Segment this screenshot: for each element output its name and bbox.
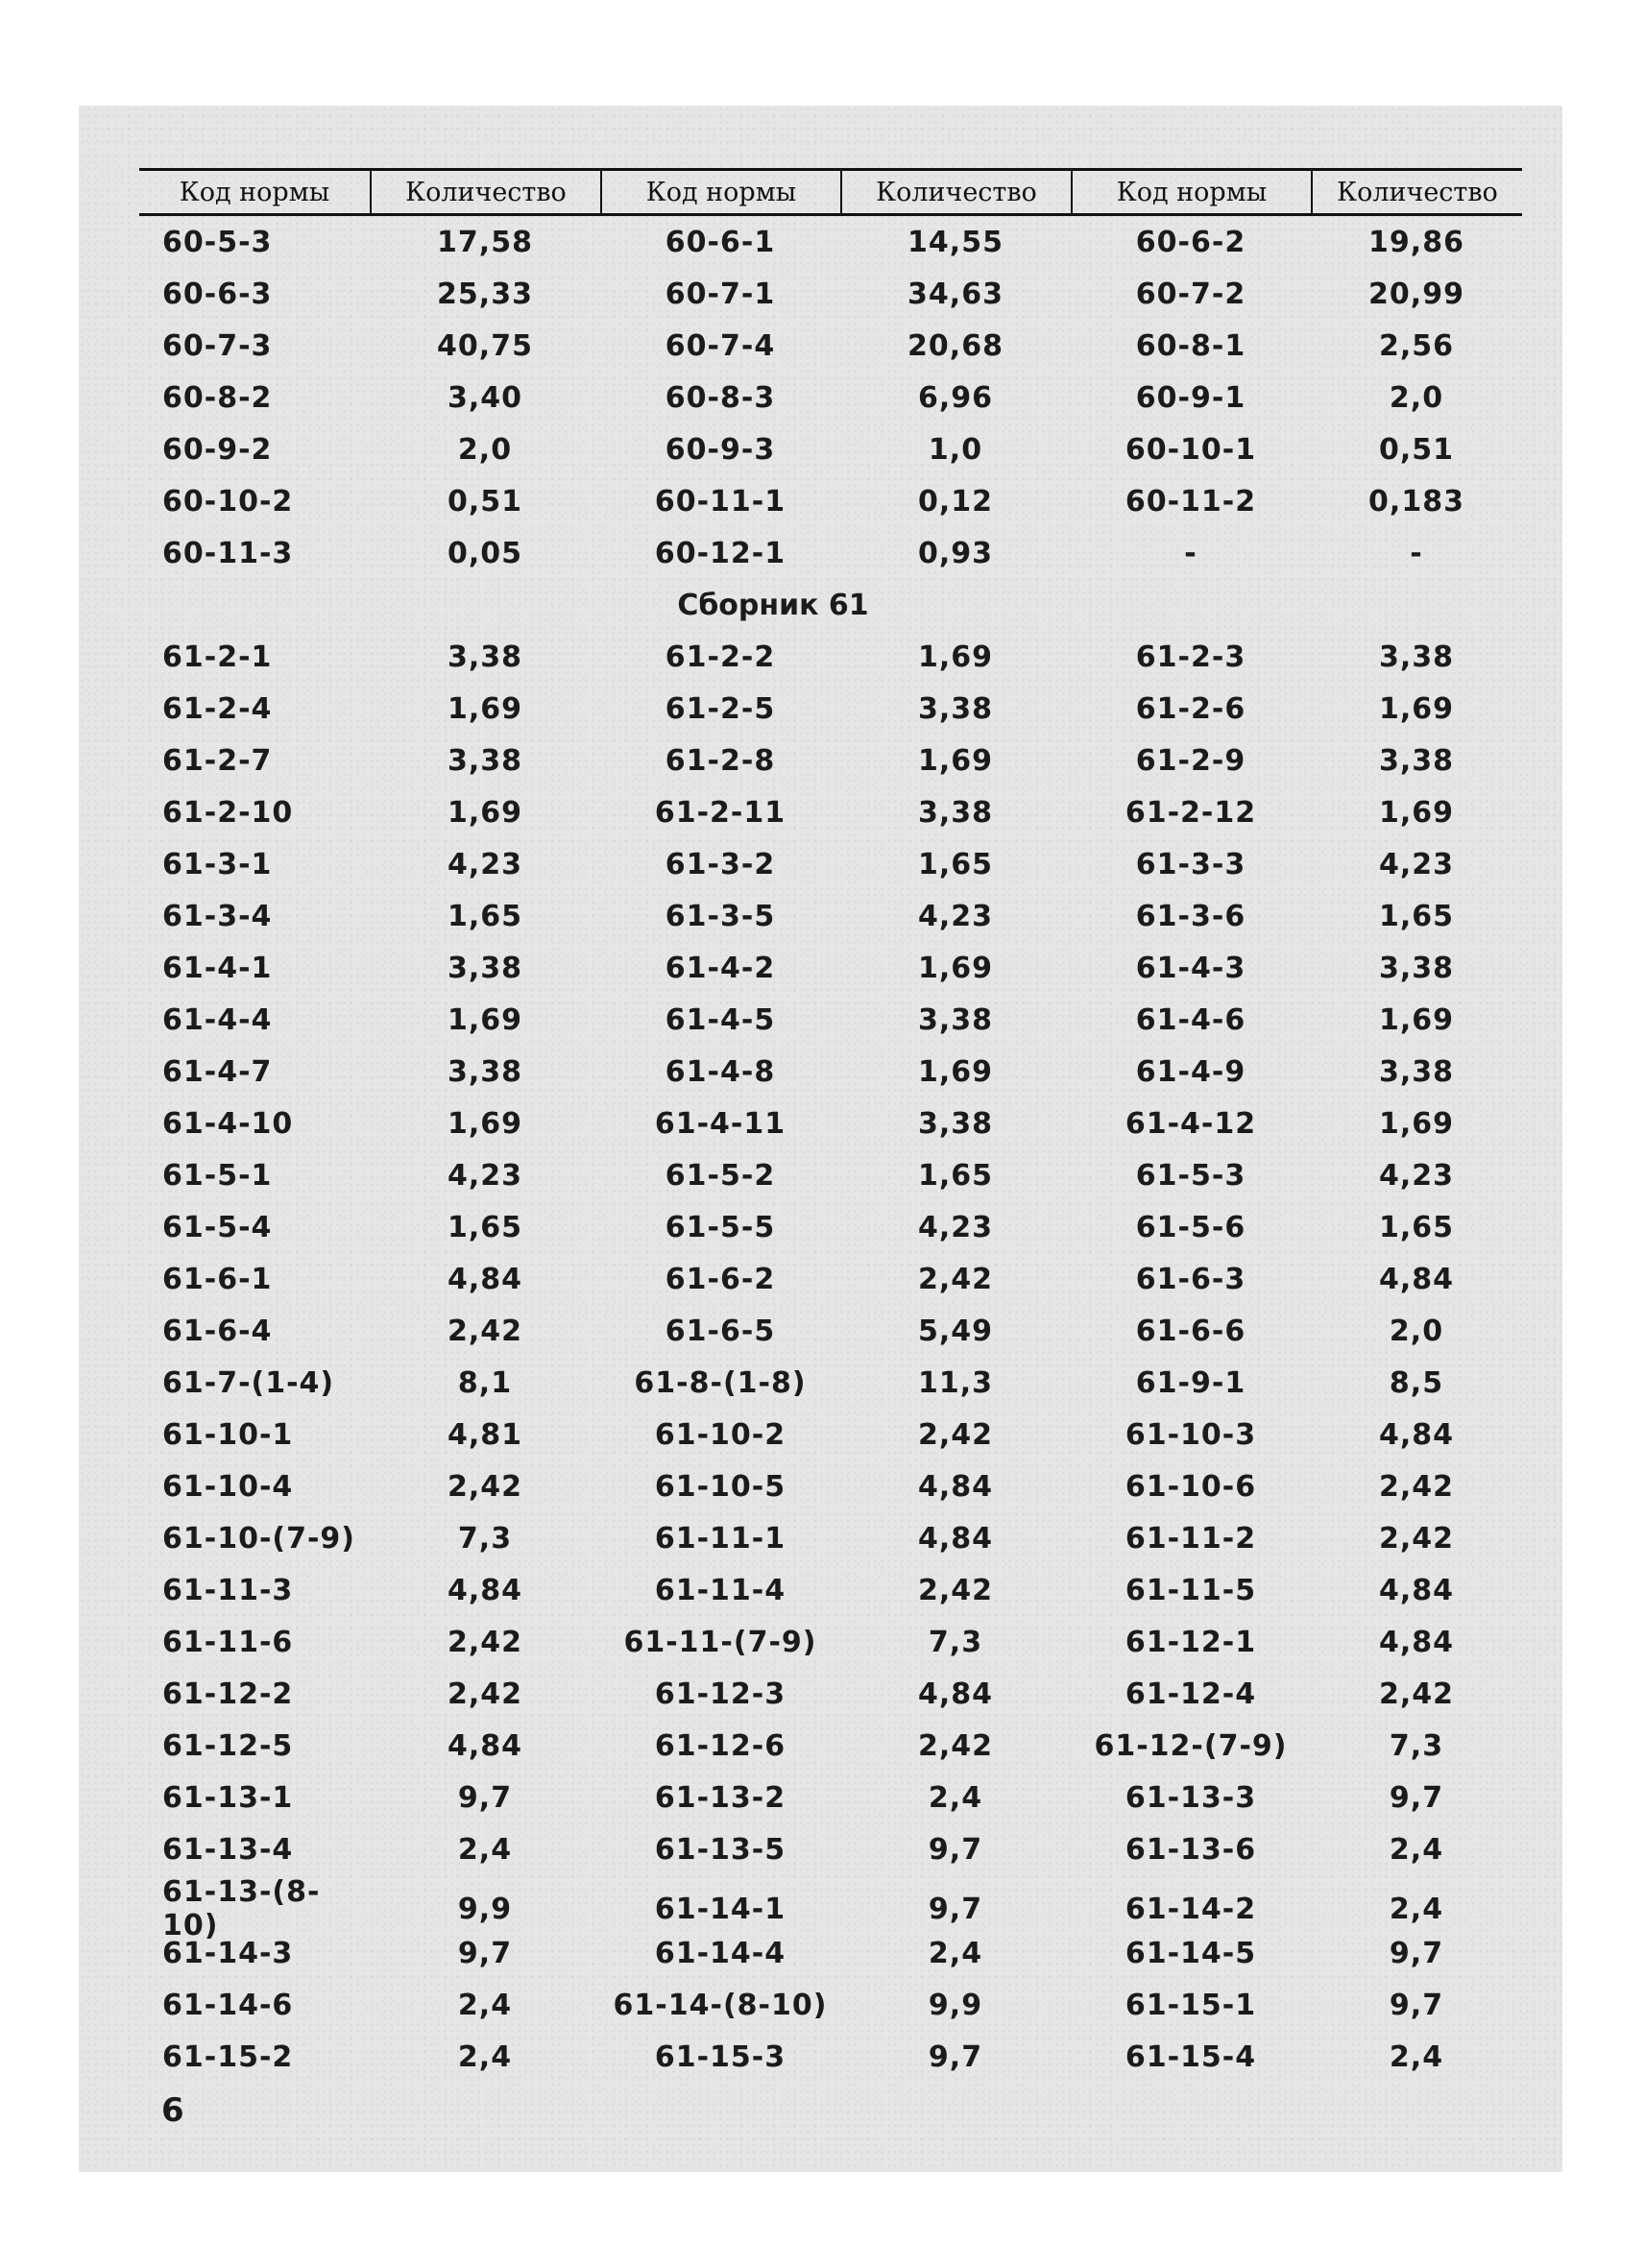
quantity-cell: 2,42 (447, 1625, 523, 1659)
quantity-cell: 9,7 (457, 1780, 513, 1815)
table-row (139, 475, 1522, 527)
norm-code-cell: 61-5-5 (665, 1210, 776, 1244)
quantity-cell: 7,3 (457, 1521, 513, 1556)
quantity-cell: 0,51 (1378, 432, 1455, 467)
norm-code-cell: 61-12-4 (1125, 1677, 1257, 1711)
table-row (139, 1201, 1522, 1253)
norm-code-cell: 61-2-11 (654, 795, 786, 830)
norm-code-cell: 61-2-10 (162, 795, 294, 830)
norm-code-cell: 61-13-(8-10) (162, 1875, 321, 1942)
table-header (139, 168, 1522, 216)
norm-code-cell: 61-10-3 (1125, 1417, 1257, 1452)
quantity-cell: 9,9 (928, 1988, 983, 2022)
quantity-cell: 2,4 (1389, 1832, 1444, 1867)
norm-code-cell: 61-15-3 (654, 2039, 786, 2074)
norm-code-cell: 61-13-1 (162, 1780, 294, 1815)
norm-code-cell: 60-10-2 (162, 484, 294, 519)
quantity-cell: 1,69 (447, 1002, 523, 1037)
quantity-cell: 1,69 (917, 951, 994, 985)
norm-code-cell: 61-2-7 (162, 743, 273, 778)
quantity-cell: 2,42 (447, 1677, 523, 1711)
norm-code-cell: 61-2-6 (1135, 691, 1246, 726)
quantity-cell: 2,4 (928, 1780, 983, 1815)
quantity-cell: 4,23 (917, 1210, 994, 1244)
norm-code-cell: 60-9-3 (665, 432, 776, 467)
norm-code-cell: 61-14-3 (162, 1936, 294, 1970)
norm-code-cell: 61-3-4 (162, 899, 273, 933)
norm-code-cell: 60-11-2 (1125, 484, 1257, 519)
norm-code-cell: 61-11-6 (162, 1625, 294, 1659)
table-row (139, 2031, 1522, 2083)
quantity-cell: 1,69 (917, 639, 994, 674)
norm-code-cell: 61-10-(7-9) (162, 1521, 356, 1556)
table-row (139, 1668, 1522, 1720)
norm-code-cell: 61-13-5 (654, 1832, 786, 1867)
norm-code-cell: 61-12-6 (654, 1728, 786, 1763)
quantity-cell: 1,69 (917, 743, 994, 778)
quantity-cell: 3,38 (1378, 743, 1455, 778)
norm-code-cell: 61-12-2 (162, 1677, 294, 1711)
norm-code-cell: 61-6-3 (1135, 1262, 1246, 1296)
norm-code-cell: 61-5-1 (162, 1158, 273, 1193)
quantity-cell: 3,40 (447, 380, 523, 415)
table-row (139, 1823, 1522, 1875)
quantity-cell: 7,3 (1389, 1728, 1444, 1763)
table-row (139, 1720, 1522, 1772)
quantity-cell: 20,68 (907, 328, 1004, 363)
quantity-cell: 3,38 (917, 1002, 994, 1037)
quantity-cell: 2,42 (917, 1417, 994, 1452)
norm-code-cell: 61-4-6 (1135, 1002, 1246, 1037)
norm-code-cell: 61-6-2 (665, 1262, 776, 1296)
norm-code-cell: 61-2-2 (665, 639, 776, 674)
norm-code-cell: 61-13-4 (162, 1832, 294, 1867)
norm-code-cell: 61-11-2 (1125, 1521, 1257, 1556)
quantity-cell: 20,99 (1368, 277, 1464, 311)
quantity-cell: 17,58 (437, 225, 533, 259)
norm-code-cell: 61-10-1 (162, 1417, 294, 1452)
quantity-cell: 4,84 (447, 1573, 523, 1607)
quantity-cell: 4,84 (1378, 1573, 1455, 1607)
quantity-cell: 1,69 (447, 691, 523, 726)
quantity-cell: - (1410, 536, 1423, 570)
norm-code-cell: 61-15-4 (1125, 2039, 1257, 2074)
table-row (139, 372, 1522, 423)
norm-code-cell: 61-15-1 (1125, 1988, 1257, 2022)
quantity-cell: 1,65 (1378, 1210, 1455, 1244)
quantity-cell: 3,38 (917, 691, 994, 726)
quantity-cell: 2,42 (447, 1469, 523, 1504)
quantity-cell: 1,69 (447, 1106, 523, 1141)
page-number: 6 (161, 2091, 184, 2130)
quantity-cell: 4,23 (1378, 847, 1455, 881)
quantity-cell: 4,81 (447, 1417, 523, 1452)
norm-code-cell: 61-3-2 (665, 847, 776, 881)
quantity-cell: 1,69 (917, 1054, 994, 1089)
header-quantity-1: Количество (370, 171, 600, 213)
quantity-cell: 19,86 (1368, 225, 1464, 259)
table-row (139, 1357, 1522, 1409)
norm-code-cell: 61-4-12 (1125, 1106, 1257, 1141)
quantity-cell: 3,38 (1378, 639, 1455, 674)
norm-code-cell: 61-6-6 (1135, 1314, 1246, 1348)
norm-code-cell: 61-2-9 (1135, 743, 1246, 778)
quantity-cell: 2,4 (457, 1988, 513, 2022)
table-row (139, 1772, 1522, 1823)
quantity-cell: 9,7 (928, 1892, 983, 1926)
table-row (139, 1409, 1522, 1460)
norm-code-cell: 61-3-1 (162, 847, 273, 881)
norm-code-cell: 61-11-1 (654, 1521, 786, 1556)
norm-code-cell: 61-14-6 (162, 1988, 294, 2022)
table-row (139, 1253, 1522, 1305)
norm-code-cell: 61-2-8 (665, 743, 776, 778)
norm-code-cell: 61-10-6 (1125, 1469, 1257, 1504)
section-61-rows (139, 631, 1522, 2083)
quantity-cell: 2,56 (1378, 328, 1455, 363)
norm-code-cell: 60-9-1 (1135, 380, 1246, 415)
quantity-cell: 2,4 (1389, 2039, 1444, 2074)
norm-code-cell: 61-12-5 (162, 1728, 294, 1763)
table-row (139, 423, 1522, 475)
quantity-cell: 4,84 (917, 1521, 994, 1556)
norm-code-cell: 60-7-2 (1135, 277, 1246, 311)
quantity-cell: 1,69 (1378, 1106, 1455, 1141)
quantity-cell: 2,42 (917, 1728, 994, 1763)
norm-code-cell: 61-4-4 (162, 1002, 273, 1037)
quantity-cell: 3,38 (917, 1106, 994, 1141)
norm-code-cell: 61-11-(7-9) (623, 1625, 817, 1659)
norm-code-cell: 61-3-3 (1135, 847, 1246, 881)
norm-code-cell: 60-6-1 (665, 225, 776, 259)
norm-code-cell: 61-11-3 (162, 1573, 294, 1607)
norm-code-cell: 61-13-3 (1125, 1780, 1257, 1815)
quantity-cell: 9,7 (1389, 1780, 1444, 1815)
norm-code-cell: 61-14-4 (654, 1936, 786, 1970)
header-code-1: Код нормы (179, 177, 330, 207)
norm-code-cell: 61-4-7 (162, 1054, 273, 1089)
norm-code-cell: 60-12-1 (654, 536, 786, 570)
norm-code-cell: 61-3-5 (665, 899, 776, 933)
norm-code-cell: 60-8-1 (1135, 328, 1246, 363)
table-row (139, 1564, 1522, 1616)
quantity-cell: 4,84 (917, 1469, 994, 1504)
norm-code-cell: 61-13-2 (654, 1780, 786, 1815)
quantity-cell: 34,63 (907, 277, 1004, 311)
table-row (139, 994, 1522, 1046)
table-row (139, 735, 1522, 786)
quantity-cell: 2,42 (1378, 1521, 1455, 1556)
table-row (139, 1149, 1522, 1201)
norm-code-cell: 61-14-5 (1125, 1936, 1257, 1970)
quantity-cell: 9,7 (928, 2039, 983, 2074)
norm-code-cell: 60-11-3 (162, 536, 294, 570)
quantity-cell: 2,42 (1378, 1677, 1455, 1711)
quantity-cell: 2,0 (457, 432, 513, 467)
quantity-cell: 0,183 (1368, 484, 1464, 519)
quantity-cell: 11,3 (917, 1365, 994, 1400)
norm-code-cell: 61-2-3 (1135, 639, 1246, 674)
quantity-cell: 2,0 (1389, 380, 1444, 415)
table-row (139, 1046, 1522, 1098)
norm-code-cell: 61-4-10 (162, 1106, 294, 1141)
header-code-2: Код нормы (600, 171, 840, 213)
quantity-cell: 25,33 (437, 277, 533, 311)
quantity-cell: 2,42 (917, 1262, 994, 1296)
norm-code-cell: 61-14-2 (1125, 1892, 1257, 1926)
quantity-cell: 2,42 (917, 1573, 994, 1607)
quantity-cell: 4,84 (917, 1677, 994, 1711)
norm-code-cell: 60-6-3 (162, 277, 273, 311)
quantity-cell: 3,38 (447, 1054, 523, 1089)
quantity-cell: 14,55 (907, 225, 1004, 259)
quantity-cell: 9,7 (928, 1832, 983, 1867)
table-row (139, 890, 1522, 942)
table-row (139, 527, 1522, 579)
quantity-cell: 2,42 (1378, 1469, 1455, 1504)
quantity-cell: 1,0 (928, 432, 983, 467)
quantity-cell: 2,0 (1389, 1314, 1444, 1348)
quantity-cell: 2,4 (457, 2039, 513, 2074)
norm-code-cell: 60-10-1 (1125, 432, 1257, 467)
table-row (139, 320, 1522, 372)
norm-code-cell: 61-12-3 (654, 1677, 786, 1711)
norm-code-cell: 61-11-4 (654, 1573, 786, 1607)
quantity-cell: 3,38 (447, 639, 523, 674)
quantity-cell: 1,69 (447, 795, 523, 830)
norms-table (139, 168, 1522, 2083)
quantity-cell: 4,84 (1378, 1262, 1455, 1296)
norm-code-cell: 60-7-4 (665, 328, 776, 363)
norm-code-cell: 60-9-2 (162, 432, 273, 467)
norm-code-cell: 61-9-1 (1135, 1365, 1246, 1400)
norm-code-cell: 61-14-(8-10) (613, 1988, 828, 2022)
header-code-3: Код нормы (1071, 171, 1311, 213)
quantity-cell: 0,93 (917, 536, 994, 570)
section-title: Сборник 61 (677, 588, 869, 622)
quantity-cell: 1,69 (1378, 795, 1455, 830)
header-quantity-2: Количество (840, 171, 1071, 213)
quantity-cell: 8,5 (1389, 1365, 1444, 1400)
quantity-cell: 3,38 (1378, 951, 1455, 985)
quantity-cell: 40,75 (437, 328, 533, 363)
table-row (139, 1460, 1522, 1512)
norm-code-cell: 61-4-5 (665, 1002, 776, 1037)
quantity-cell: 0,05 (447, 536, 523, 570)
quantity-cell: 9,7 (1389, 1988, 1444, 2022)
norm-code-cell: 60-7-3 (162, 328, 273, 363)
quantity-cell: 4,84 (1378, 1417, 1455, 1452)
quantity-cell: 4,23 (447, 847, 523, 881)
norm-code-cell: 61-13-6 (1125, 1832, 1257, 1867)
table-row (139, 838, 1522, 890)
norm-code-cell: 60-11-1 (654, 484, 786, 519)
quantity-cell: 3,38 (917, 795, 994, 830)
norm-code-cell: 60-8-3 (665, 380, 776, 415)
quantity-cell: 3,38 (447, 743, 523, 778)
quantity-cell: 2,4 (1389, 1892, 1444, 1926)
norm-code-cell: 61-5-3 (1135, 1158, 1246, 1193)
quantity-cell: 0,51 (447, 484, 523, 519)
norm-code-cell: 61-8-(1-8) (634, 1365, 807, 1400)
norm-code-cell: 61-2-12 (1125, 795, 1257, 830)
quantity-cell: 4,23 (1378, 1158, 1455, 1193)
quantity-cell: 6,96 (917, 380, 994, 415)
norm-code-cell: 61-2-1 (162, 639, 273, 674)
norm-code-cell: 60-8-2 (162, 380, 273, 415)
table-row (139, 1979, 1522, 2031)
quantity-cell: 4,23 (447, 1158, 523, 1193)
quantity-cell: 1,69 (1378, 1002, 1455, 1037)
table-row (139, 1305, 1522, 1357)
table-row (139, 1616, 1522, 1668)
table-row (139, 786, 1522, 838)
quantity-cell: 9,9 (457, 1892, 513, 1926)
quantity-cell: 4,84 (447, 1262, 523, 1296)
norm-code-cell: 61-5-4 (162, 1210, 273, 1244)
norm-code-cell: 61-12-(7-9) (1094, 1728, 1288, 1763)
norm-code-cell: 60-7-1 (665, 277, 776, 311)
quantity-cell: 2,4 (457, 1832, 513, 1867)
table-row (139, 268, 1522, 320)
norm-code-cell: 61-4-1 (162, 951, 273, 985)
quantity-cell: 1,65 (447, 899, 523, 933)
quantity-cell: 7,3 (928, 1625, 983, 1659)
norm-code-cell: 61-10-2 (654, 1417, 786, 1452)
quantity-cell: 1,65 (917, 847, 994, 881)
norm-code-cell: 61-4-2 (665, 951, 776, 985)
quantity-cell: 1,65 (1378, 899, 1455, 933)
quantity-cell: 4,84 (1378, 1625, 1455, 1659)
norm-code-cell: 60-6-2 (1135, 225, 1246, 259)
norm-code-cell: 61-4-8 (665, 1054, 776, 1089)
norm-code-cell: 61-2-5 (665, 691, 776, 726)
quantity-cell: 2,4 (928, 1936, 983, 1970)
quantity-cell: 9,7 (457, 1936, 513, 1970)
quantity-cell: 4,23 (917, 899, 994, 933)
norm-code-cell: 61-12-1 (1125, 1625, 1257, 1659)
quantity-cell: 9,7 (1389, 1936, 1444, 1970)
norm-code-cell: 61-5-6 (1135, 1210, 1246, 1244)
quantity-cell: 3,38 (447, 951, 523, 985)
norm-code-cell: 61-4-11 (654, 1106, 786, 1141)
table-row (139, 631, 1522, 683)
norm-code-cell: 61-7-(1-4) (162, 1365, 335, 1400)
norm-code-cell: 61-10-5 (654, 1469, 786, 1504)
norm-code-cell: 61-6-5 (665, 1314, 776, 1348)
norm-code-cell: 61-4-3 (1135, 951, 1246, 985)
quantity-cell: 3,38 (1378, 1054, 1455, 1089)
table-row (139, 1512, 1522, 1564)
norm-code-cell: 61-6-1 (162, 1262, 273, 1296)
quantity-cell: 1,65 (917, 1158, 994, 1193)
norm-code-cell: 61-5-2 (665, 1158, 776, 1193)
table-row (139, 683, 1522, 735)
quantity-cell: 2,42 (447, 1314, 523, 1348)
norm-code-cell: 61-10-4 (162, 1469, 294, 1504)
norm-code-cell: - (1184, 536, 1197, 570)
norm-code-cell: 61-11-5 (1125, 1573, 1257, 1607)
table-row (139, 1875, 1522, 1942)
table-row (139, 1098, 1522, 1149)
quantity-cell: 1,65 (447, 1210, 523, 1244)
norm-code-cell: 61-4-9 (1135, 1054, 1246, 1089)
table-row (139, 216, 1522, 268)
quantity-cell: 4,84 (447, 1728, 523, 1763)
table-row (139, 942, 1522, 994)
norm-code-cell: 61-14-1 (654, 1892, 786, 1926)
section-60-rows (139, 216, 1522, 579)
norm-code-cell: 61-2-4 (162, 691, 273, 726)
norm-code-cell: 60-5-3 (162, 225, 273, 259)
norm-code-cell: 61-15-2 (162, 2039, 294, 2074)
quantity-cell: 0,12 (917, 484, 994, 519)
norm-code-cell: 61-3-6 (1135, 899, 1246, 933)
header-quantity-3: Количество (1311, 171, 1522, 213)
quantity-cell: 1,69 (1378, 691, 1455, 726)
norm-code-cell: 61-6-4 (162, 1314, 273, 1348)
quantity-cell: 8,1 (457, 1365, 513, 1400)
quantity-cell: 5,49 (917, 1314, 994, 1348)
